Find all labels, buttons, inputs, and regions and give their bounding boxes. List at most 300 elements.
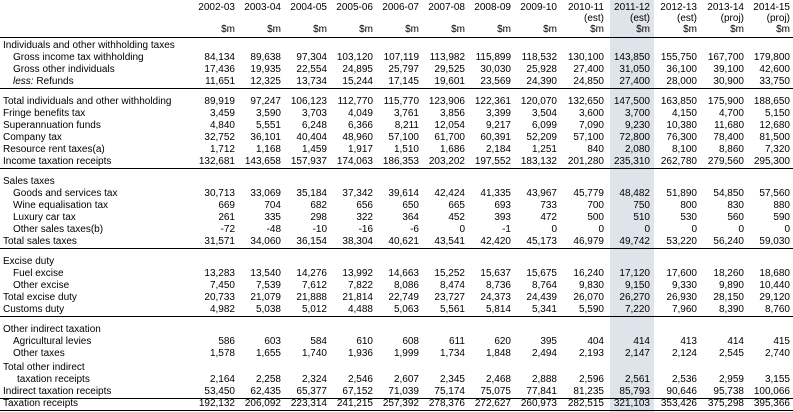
table-cell: 15,244 — [342, 76, 373, 87]
column-header-year: 2010-11 — [568, 2, 604, 13]
table-cell: 1,999 — [393, 348, 419, 359]
table-cell: 48,482 — [619, 188, 650, 199]
table-cell: 2,324 — [301, 374, 327, 385]
row-label: taxation receipts — [17, 374, 90, 385]
table-cell: 89,638 — [250, 52, 281, 63]
table-cell: 17,120 — [619, 268, 650, 279]
table-cell: 28,000 — [666, 76, 697, 87]
table-cell: 223,314 — [290, 398, 327, 409]
column-header-unit: $m — [451, 24, 465, 35]
table-cell: 1,740 — [301, 348, 327, 359]
table-cell: 235,310 — [613, 156, 650, 167]
table-cell: 143,850 — [613, 52, 650, 63]
table-cell: 23,727 — [434, 292, 465, 303]
table-cell: 7,539 — [255, 280, 281, 291]
table-cell: 147,500 — [613, 96, 650, 107]
table-cell: 14,663 — [388, 268, 419, 279]
column-header-year: 2011-12 — [614, 2, 650, 13]
table-cell: 188,650 — [753, 96, 790, 107]
table-cell: 72,800 — [619, 132, 650, 143]
table-cell: 19,935 — [250, 64, 281, 75]
table-cell: 75,075 — [480, 386, 511, 397]
table-cell: 704 — [264, 200, 281, 211]
table-cell: 0 — [598, 224, 604, 235]
table-cell: -72 — [220, 224, 235, 235]
table-cell: 7,090 — [578, 120, 604, 131]
table-cell: 1,686 — [439, 144, 465, 155]
table-cell: 1,936 — [347, 348, 373, 359]
table-cell: 298 — [310, 212, 327, 223]
table-cell: 510 — [633, 212, 650, 223]
table-cell: 15,675 — [526, 268, 557, 279]
row-label: Company tax — [3, 132, 62, 143]
table-cell: 1,712 — [209, 144, 235, 155]
table-cell: 2,258 — [255, 374, 281, 385]
row-label: Total sales taxes — [3, 236, 77, 247]
table-cell: 353,426 — [660, 398, 697, 409]
table-cell: 17,145 — [388, 76, 419, 87]
table-cell: 452 — [448, 212, 465, 223]
table-cell: 26,070 — [573, 292, 604, 303]
column-header-year: 2003-04 — [244, 2, 281, 13]
table-cell: 12,325 — [250, 76, 281, 87]
table-cell: 95,738 — [713, 386, 744, 397]
table-cell: 51,890 — [666, 188, 697, 199]
table-cell: -16 — [358, 224, 373, 235]
table-cell: -6 — [410, 224, 419, 235]
table-cell: 155,750 — [660, 52, 697, 63]
table-cell: 203,202 — [428, 156, 465, 167]
table-cell: 43,967 — [526, 188, 557, 199]
table-cell: 179,800 — [753, 52, 790, 63]
column-header-year: 2014-15 — [753, 2, 790, 13]
table-cell: 261 — [218, 212, 235, 223]
table-cell: 8,390 — [718, 304, 744, 315]
table-cell: 2,147 — [624, 348, 650, 359]
column-header-unit: $m — [590, 24, 604, 35]
table-cell: 586 — [218, 336, 235, 347]
table-cell: 1,578 — [209, 348, 235, 359]
table-cell: 2,959 — [718, 374, 744, 385]
table-cell: 0 — [738, 224, 744, 235]
table-cell: 8,760 — [764, 304, 790, 315]
table-cell: 7,612 — [301, 280, 327, 291]
row-label: Individuals and other withholding taxes — [3, 40, 175, 51]
table-cell: 35,184 — [296, 188, 327, 199]
table-cell: 38,304 — [342, 236, 373, 247]
row-label-text: Refunds — [36, 76, 74, 87]
table-cell: 32,752 — [204, 132, 235, 143]
table-cell: 5,012 — [301, 304, 327, 315]
table-cell: 414 — [633, 336, 650, 347]
table-cell: 132,650 — [567, 96, 604, 107]
table-cell: 25,797 — [388, 64, 419, 75]
row-label: Gross other individuals — [13, 64, 115, 75]
table-cell: 257,392 — [382, 398, 419, 409]
table-cell: 15,252 — [434, 268, 465, 279]
table-cell: 3,459 — [209, 108, 235, 119]
row-label: Other excise — [13, 280, 70, 291]
row-label: Other sales taxes(b) — [13, 224, 104, 235]
table-cell: 201,280 — [567, 156, 604, 167]
table-cell: 650 — [402, 200, 419, 211]
table-cell: 26,270 — [619, 292, 650, 303]
table-cell: 106,123 — [290, 96, 327, 107]
column-header-unit: $m — [497, 24, 511, 35]
table-cell: 7,822 — [347, 280, 373, 291]
table-cell: 157,937 — [290, 156, 327, 167]
table-cell: 163,850 — [660, 96, 697, 107]
table-cell: 33,069 — [250, 188, 281, 199]
table-cell: 6,366 — [347, 120, 373, 131]
table-cell: 4,700 — [718, 108, 744, 119]
table-cell: 3,504 — [531, 108, 557, 119]
table-cell: 322 — [356, 212, 373, 223]
table-cell: 3,590 — [255, 108, 281, 119]
table-cell: 30,900 — [713, 76, 744, 87]
table-cell: 2,888 — [531, 374, 557, 385]
table-cell: 9,217 — [485, 120, 511, 131]
table-cell: 20,733 — [204, 292, 235, 303]
column-header-unit: $m — [267, 24, 281, 35]
table-cell: 17,600 — [666, 268, 697, 279]
column-header-status: (proj) — [720, 13, 744, 24]
column-header-unit: $m — [405, 24, 419, 35]
table-cell: 8,086 — [393, 280, 419, 291]
table-cell: 26,930 — [666, 292, 697, 303]
row-label: Total other indirect — [3, 362, 85, 373]
table-cell: 9,230 — [624, 120, 650, 131]
table-cell: 6,248 — [301, 120, 327, 131]
table-cell: 57,100 — [573, 132, 604, 143]
table-cell: 5,150 — [764, 108, 790, 119]
table-cell: 89,919 — [204, 96, 235, 107]
row-label: Customs duty — [3, 304, 65, 315]
table-cell: 118,532 — [521, 52, 557, 63]
row-label: Goods and services tax — [13, 188, 118, 199]
table-cell: 43,541 — [434, 236, 465, 247]
subtotal-rule — [0, 316, 793, 317]
table-cell: 608 — [402, 336, 419, 347]
table-cell: 0 — [459, 224, 465, 235]
table-cell: 27,400 — [619, 76, 650, 87]
row-label: Wine equalisation tax — [13, 200, 109, 211]
subtotal-rule — [0, 398, 793, 399]
table-cell: 13,734 — [296, 76, 327, 87]
table-cell: 53,220 — [666, 236, 697, 247]
column-header-status: (est) — [677, 13, 697, 24]
table-cell: 1,510 — [393, 144, 419, 155]
table-cell: 97,247 — [250, 96, 281, 107]
table-cell: 0 — [644, 224, 650, 235]
table-cell: 36,154 — [296, 236, 327, 247]
row-label: Fuel excise — [13, 268, 64, 279]
column-header-unit: $m — [636, 24, 650, 35]
table-cell: 279,560 — [707, 156, 744, 167]
table-cell: 5,341 — [531, 304, 557, 315]
table-cell: 8,100 — [671, 144, 697, 155]
table-cell: 206,092 — [244, 398, 281, 409]
table-cell: 28,150 — [713, 292, 744, 303]
table-cell: 34,060 — [250, 236, 281, 247]
table-cell: 5,038 — [255, 304, 281, 315]
table-cell: 472 — [540, 212, 557, 223]
table-cell: 167,700 — [707, 52, 744, 63]
table-cell: 530 — [680, 212, 697, 223]
table-cell: 33,750 — [759, 76, 790, 87]
table-cell: 23,569 — [480, 76, 511, 87]
column-header-year: 2008-09 — [474, 2, 511, 13]
table-cell: 77,841 — [526, 386, 557, 397]
table-cell: 393 — [494, 212, 511, 223]
header-rule — [0, 37, 793, 38]
table-cell: 7,220 — [624, 304, 650, 315]
table-cell: 7,320 — [764, 144, 790, 155]
column-header-year: 2009-10 — [520, 2, 557, 13]
table-cell: 39,614 — [388, 188, 419, 199]
table-cell: 36,100 — [666, 64, 697, 75]
table-cell: 19,601 — [434, 76, 465, 87]
row-label: Other indirect taxation — [3, 324, 101, 335]
table-cell: 6,099 — [531, 120, 557, 131]
table-cell: 42,424 — [434, 188, 465, 199]
column-header-year: 2004-05 — [290, 2, 327, 13]
table-cell: 112,770 — [337, 96, 373, 107]
table-cell: 40,404 — [296, 132, 327, 143]
table-cell: 278,376 — [428, 398, 465, 409]
table-cell: 7,960 — [671, 304, 697, 315]
table-cell: -48 — [266, 224, 281, 235]
table-cell: 4,049 — [347, 108, 373, 119]
table-cell: 45,779 — [573, 188, 604, 199]
table-cell: 24,373 — [480, 292, 511, 303]
table-cell: 415 — [773, 336, 790, 347]
table-cell: 115,770 — [383, 96, 419, 107]
table-cell: 682 — [310, 200, 327, 211]
table-cell: 9,890 — [718, 280, 744, 291]
table-cell: 611 — [449, 336, 465, 347]
table-cell: 78,400 — [713, 132, 744, 143]
table-cell: 113,982 — [429, 52, 465, 63]
row-label: Taxation receipts — [3, 398, 79, 409]
table-cell: 186,353 — [382, 156, 419, 167]
column-header-year: 2002-03 — [198, 2, 235, 13]
table-cell: 57,560 — [759, 188, 790, 199]
table-cell: -10 — [312, 224, 327, 235]
table-cell: 54,850 — [713, 188, 744, 199]
table-cell: 115,899 — [475, 52, 511, 63]
table-cell: 880 — [773, 200, 790, 211]
table-cell: 130,100 — [567, 52, 604, 63]
table-cell: 5,551 — [255, 120, 281, 131]
table-cell: 693 — [494, 200, 511, 211]
table-cell: 11,680 — [714, 120, 744, 131]
column-header-status: (proj) — [766, 13, 790, 24]
table-cell: 31,571 — [204, 236, 235, 247]
table-cell: 53,450 — [204, 386, 235, 397]
table-cell: 13,540 — [250, 268, 281, 279]
table-cell: 132,681 — [198, 156, 235, 167]
table-cell: 4,840 — [209, 120, 235, 131]
row-label: Superannuation funds — [3, 120, 101, 131]
table-cell: 590 — [773, 212, 790, 223]
table-cell: 272,627 — [474, 398, 511, 409]
table-cell: 2,468 — [485, 374, 511, 385]
table-cell: 3,155 — [764, 374, 790, 385]
table-cell: 1,459 — [301, 144, 327, 155]
table-cell: 262,780 — [660, 156, 697, 167]
table-cell: 49,742 — [619, 236, 650, 247]
table-cell: 500 — [587, 212, 604, 223]
table-cell: 404 — [587, 336, 604, 347]
table-cell: 3,399 — [485, 108, 511, 119]
table-cell: 122,361 — [474, 96, 511, 107]
row-label: Luxury car tax — [13, 212, 76, 223]
table-cell: 56,240 — [713, 236, 744, 247]
row-label: Sales taxes — [3, 176, 55, 187]
table-cell: 29,120 — [759, 292, 790, 303]
column-header-year: 2007-08 — [428, 2, 465, 13]
row-label: Excise duty — [3, 256, 55, 267]
table-cell: 260,973 — [520, 398, 557, 409]
table-cell: 31,050 — [619, 64, 650, 75]
table-cell: 107,119 — [383, 52, 419, 63]
table-cell: 335 — [264, 212, 281, 223]
table-cell: 174,063 — [336, 156, 373, 167]
subtotal-rule — [0, 168, 793, 169]
row-label: Total excise duty — [3, 292, 77, 303]
row-label — [13, 76, 74, 87]
table-cell: 3,761 — [393, 108, 419, 119]
table-cell: 12,054 — [434, 120, 465, 131]
table-cell: 8,211 — [394, 120, 419, 131]
row-label: Other taxes — [13, 348, 65, 359]
column-header-status: (est) — [630, 13, 650, 24]
table-cell: 21,888 — [296, 292, 327, 303]
table-cell: 13,283 — [204, 268, 235, 279]
table-cell: 2,607 — [393, 374, 419, 385]
table-cell: 7,450 — [209, 280, 235, 291]
table-cell: 27,400 — [573, 64, 604, 75]
table-cell: 24,439 — [526, 292, 557, 303]
table-cell: 2,536 — [671, 374, 697, 385]
table-cell: 3,703 — [301, 108, 327, 119]
table-cell: 1,168 — [255, 144, 281, 155]
table-cell: 11,651 — [205, 76, 235, 87]
table-cell: 0 — [551, 224, 557, 235]
table-cell: 0 — [784, 224, 790, 235]
row-label: Total individuals and other withholding — [3, 96, 172, 107]
table-cell: 4,488 — [347, 304, 373, 315]
table-bottom-rule — [0, 410, 793, 411]
table-cell: 321,103 — [613, 398, 650, 409]
table-cell: 8,474 — [439, 280, 465, 291]
table-cell: 5,590 — [578, 304, 604, 315]
table-cell: 18,680 — [759, 268, 790, 279]
table-cell: 5,063 — [393, 304, 419, 315]
row-label: Agricultural levies — [13, 336, 92, 347]
table-cell: 10,380 — [666, 120, 697, 131]
row-label-prefix: less: — [13, 76, 34, 87]
table-cell: 0 — [691, 224, 697, 235]
table-cell: 2,494 — [531, 348, 557, 359]
table-cell: 840 — [587, 144, 604, 155]
table-cell: 2,740 — [764, 348, 790, 359]
table-cell: 18,260 — [713, 268, 744, 279]
column-header-unit: $m — [359, 24, 373, 35]
table-cell: 46,979 — [573, 236, 604, 247]
table-cell: 9,150 — [624, 280, 650, 291]
table-cell: 8,764 — [531, 280, 557, 291]
table-cell: 21,814 — [342, 292, 373, 303]
table-cell: 295,300 — [753, 156, 790, 167]
row-label: Fringe benefits tax — [3, 108, 86, 119]
table-cell: 12,680 — [759, 120, 790, 131]
table-cell: 29,525 — [434, 64, 465, 75]
table-cell: 25,928 — [526, 64, 557, 75]
table-cell: 24,850 — [573, 76, 604, 87]
table-cell: 10,440 — [759, 280, 790, 291]
table-cell: 1,734 — [439, 348, 465, 359]
table-cell: 656 — [356, 200, 373, 211]
table-cell: 120,070 — [520, 96, 557, 107]
column-header-unit: $m — [221, 24, 235, 35]
table-cell: 8,860 — [718, 144, 744, 155]
table-cell: 15,637 — [480, 268, 511, 279]
table-cell: 22,749 — [388, 292, 419, 303]
table-cell: 71,039 — [388, 386, 419, 397]
table-cell: 97,304 — [296, 52, 327, 63]
table-cell: 57,100 — [388, 132, 419, 143]
table-cell: 175,900 — [707, 96, 744, 107]
table-cell: 364 — [402, 212, 419, 223]
table-cell: 610 — [356, 336, 373, 347]
table-cell: 282,515 — [567, 398, 604, 409]
subtotal-rule — [0, 248, 793, 249]
table-cell: 84,134 — [204, 52, 235, 63]
table-cell: 700 — [587, 200, 604, 211]
table-cell: 414 — [727, 336, 744, 347]
table-cell: 669 — [218, 200, 235, 211]
table-cell: 65,377 — [296, 386, 327, 397]
table-cell: 14,276 — [296, 268, 327, 279]
table-cell: 16,240 — [573, 268, 604, 279]
table-cell: 5,561 — [439, 304, 465, 315]
table-cell: 830 — [727, 200, 744, 211]
table-cell: 76,300 — [666, 132, 697, 143]
row-label: Gross income tax withholding — [13, 52, 144, 63]
subtotal-rule — [0, 88, 793, 89]
table-cell: 45,173 — [526, 236, 557, 247]
table-cell: 560 — [727, 212, 744, 223]
table-cell: 24,895 — [342, 64, 373, 75]
table-cell: 2,164 — [209, 374, 235, 385]
table-cell: 103,120 — [336, 52, 373, 63]
table-cell: 61,700 — [434, 132, 465, 143]
table-cell: 42,600 — [759, 64, 790, 75]
table-cell: 603 — [264, 336, 281, 347]
table-cell: 39,100 — [713, 64, 744, 75]
table-cell: 59,030 — [759, 236, 790, 247]
column-header-unit: $m — [313, 24, 327, 35]
table-cell: 2,080 — [624, 144, 650, 155]
table-cell: 413 — [680, 336, 697, 347]
row-label: Resource rent taxes(a) — [3, 144, 105, 155]
column-header-year: 2013-14 — [707, 2, 744, 13]
table-cell: 1,655 — [255, 348, 281, 359]
table-cell: 1,848 — [485, 348, 511, 359]
table-cell: 143,658 — [244, 156, 281, 167]
